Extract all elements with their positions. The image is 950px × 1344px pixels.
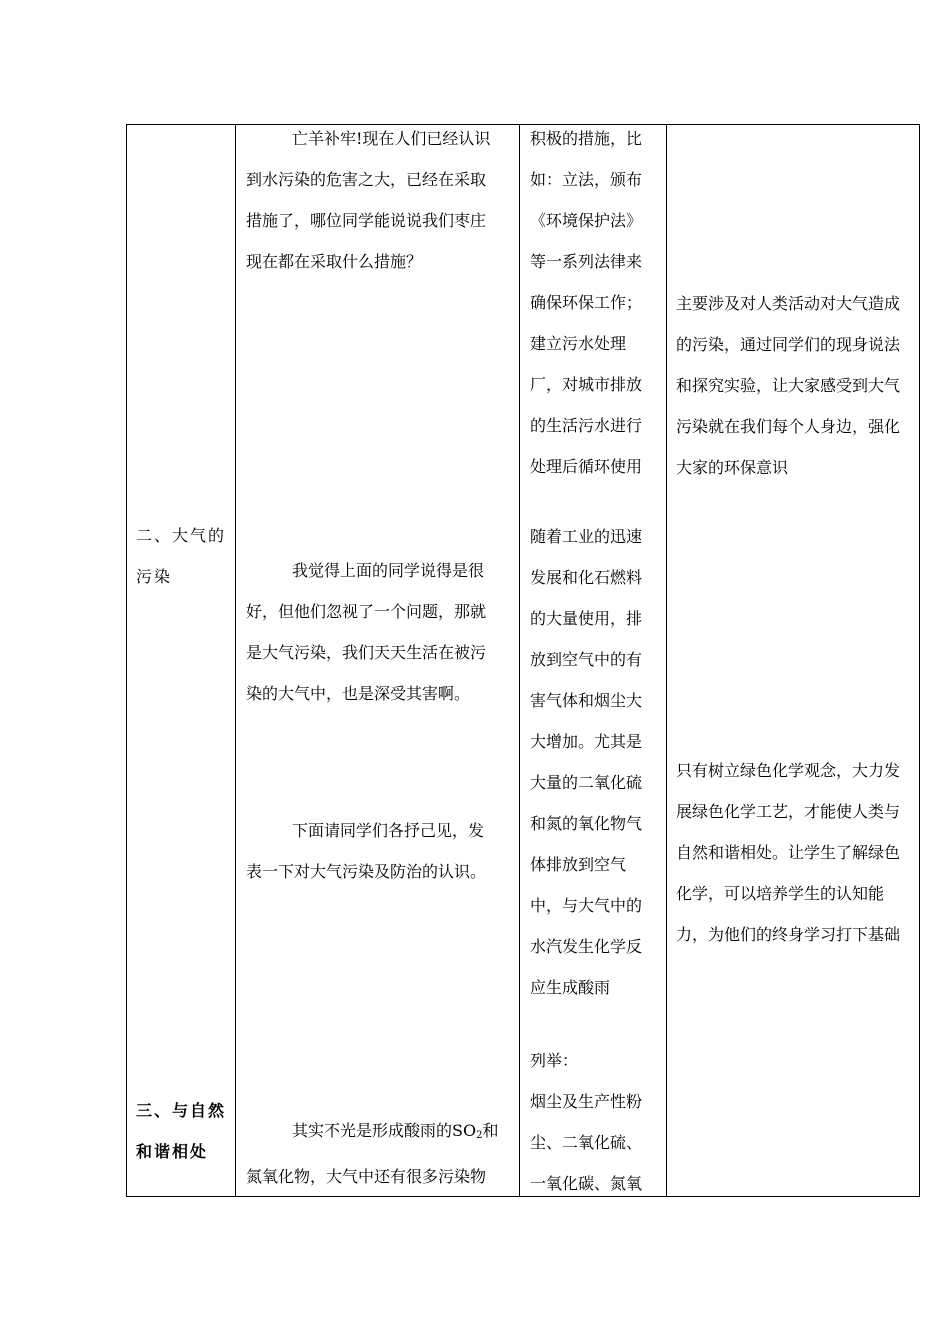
- design-intent-block-1: 主要涉及对人类活动对大气造成 的污染，通过同学们的现身说法 和探究实验，让大家感受到大气 污染就在我们每个人身边，强化 大家的环保意识: [676, 294, 901, 477]
- column-divider: [519, 125, 520, 1196]
- column-divider: [235, 125, 236, 1196]
- student-block-3: 列举： 烟尘及生产性粉 尘、二氧化硫、 一氧化碳、氮氧: [530, 1051, 643, 1193]
- teacher-paragraph-4: 其实不光是形成酸雨的$SO_2$和 氮氧化物，大气中还有很多污染物: [246, 1121, 499, 1186]
- section-heading-harmony: 三、与自然 和谐相处: [136, 1101, 227, 1161]
- student-block-2: 随着工业的迅速 发展和化石燃料 的大量使用，排 放到空气中的有 害气体和烟尘大 大增加。尤其是 大量的二氧化硫 和氮的氧化物气 体排放到空气 中，与大气中的 水汽发生化学反 应生成酸雨: [530, 527, 643, 997]
- column-divider: [666, 125, 667, 1196]
- section-heading-atmosphere: 二、大气的 污染: [136, 526, 227, 586]
- teacher-paragraph-3: 下面请同学们各抒己见，发 表一下对大气污染及防治的认识。: [246, 821, 487, 881]
- teacher-paragraph-1: 亡羊补牢!现在人们已经认识 到水污染的危害之大，已经在采取 措施了，哪位同学能说说我们枣庄 现在都在采取什么措施？: [246, 129, 491, 271]
- teacher-paragraph-2: 我觉得上面的同学说得是很 好，但他们忽视了一个问题，那就 是大气污染，我们天天生活在被污 染的大气中，也是深受其害啊。: [246, 561, 487, 703]
- student-block-1: 积极的措施，比 如：立法，颁布 《环境保护法》 等一系列法律来 确保环保工作； 建立污水处理 厂，对城市排放 的生活污水进行 处理后循环使用: [530, 129, 643, 476]
- design-intent-block-2: 只有树立绿色化学观念，大力发 展绿色化学工艺，才能使人类与 自然和谐相处。让学生了解绿色 化学，可以培养学生的认知能 力，为他们的终身学习打下基础: [676, 761, 901, 944]
